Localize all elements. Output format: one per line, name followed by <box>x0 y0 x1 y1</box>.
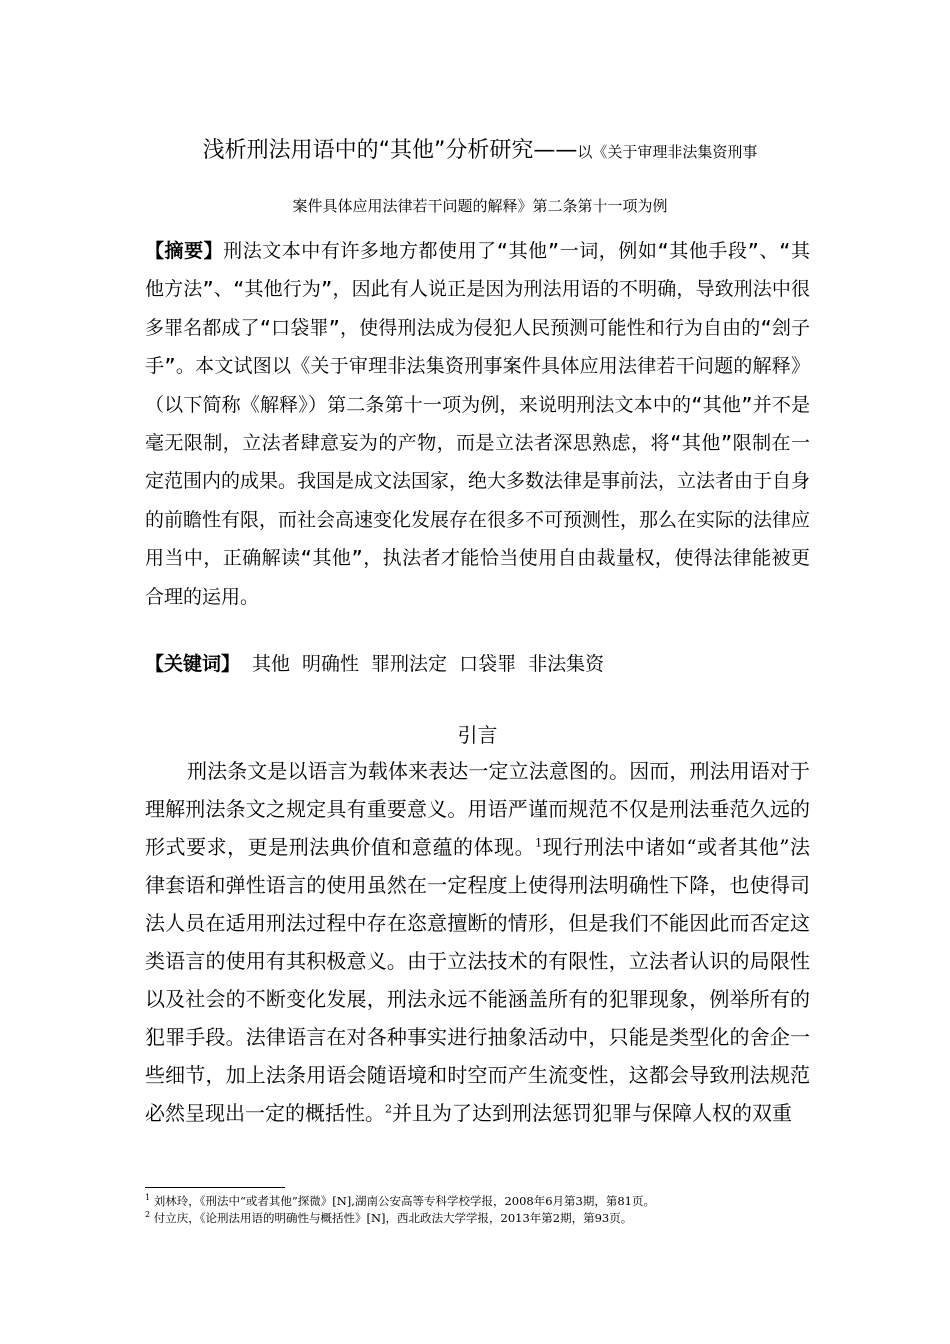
title-subtitle-part2: 案件具体应用法律若干问题的解释》第二条第十一项为例 <box>292 197 668 215</box>
footnote-ref-2[interactable]: 2 <box>385 1102 392 1116</box>
footnote-separator <box>145 1187 285 1188</box>
footnote-text: 付立庆，《论刑法用语的明确性与概括性》[N]，西北政法大学学报，2013年第2期，第93页。 <box>153 1211 633 1225</box>
footnote-number: 2 <box>145 1210 151 1220</box>
keyword-item: 其他 <box>252 653 291 675</box>
footnote-text: 刘林玲，《刑法中“或者其他”探微》[N],湖南公安高等专科学校学报，2008年6月第3期，第81页。 <box>153 1194 655 1208</box>
section-heading-introduction: 引言 <box>457 723 498 747</box>
keyword-item: 明确性 <box>302 653 360 675</box>
keywords <box>145 645 810 683</box>
paragraph-segment: 刑法条文是以语言为载体来表达一定立法意图的。因而，刑法用语对于理解刑法条文之规定具有重要意义。用语严谨而规范不仅是刑法垂范久远的形式要求，更是刑法典价值和意蕴的体现。 <box>145 759 810 859</box>
footnote-2 <box>145 1210 825 1227</box>
footnote-number: 1 <box>145 1193 151 1203</box>
abstract-label: 【摘要】 <box>145 240 224 262</box>
keyword-item: 非法集资 <box>528 653 605 675</box>
paragraph-segment: 现行刑法中诸如“或者其他”法律套语和弹性语言的使用虽然在一定程度上使得刑法明确性下降，也使得司法人员在适用刑法过程中存在恣意擅断的情形，但是我们不能因此而否定这类语言的使用有其积极意义。由于立法技术的有限性，立法者认识的局限性以及社会的不断变化发展，刑法永远不能涵盖所有的犯罪现象，例举所有的犯罪手段。法律语言在对各种事实进行抽象活动中，只能是类型化的舍企一些细节，加上法条用语会随语境和时空而产生流变性，这都会导致刑法规范必然呈现出一定的概括性。 <box>145 835 811 1125</box>
paper-title <box>140 122 820 230</box>
footnotes <box>145 1193 825 1227</box>
keyword-item: 罪刑法定 <box>371 653 448 675</box>
keywords-label: 【关键词】 <box>145 653 241 675</box>
footnote-ref-1[interactable]: 1 <box>535 836 543 850</box>
footnote-1 <box>145 1193 825 1210</box>
keyword-item: 口袋罪 <box>459 653 517 675</box>
abstract-text: 刑法文本中有许多地方都使用了“其他”一词，例如“其他手段”、“其他方法”、“其他行为”，因此有人说正是因为刑法用语的不明确，导致刑法中很多罪名都成了“口袋罪”，使得刑法成为侵犯人民预测可能性和行为自由的“刽子手”。本文试图以《关于审理非法集资刑事案件具体应用法律若干问题的解释》（以下简称《解释》）第二条第十一项为例，来说明刑法文本中的“其他”并不是毫无限制，立法者肆意妄为的产物，而是立法者深思熟虑，将“其他”限制在一定范围内的成果。我国是成文法国家，绝大多数法律是事前法，立法者由于自身的前瞻性有限，而社会高速变化发展存在很多不可预测性，那么在实际的法律应用当中，正确解读“其他”，执法者才能恰当使用自由裁量权，使得法律能被更合理的运用。 <box>145 240 811 608</box>
introduction-paragraph <box>145 752 810 1132</box>
title-subtitle-part1: 以《关于审理非法集资刑事 <box>577 143 758 161</box>
title-main: 浅析刑法用语中的“其他”分析研究—— <box>202 138 578 163</box>
paragraph-segment: 并且为了达到刑法惩罚犯罪与保障人权的双重 <box>392 1101 792 1125</box>
abstract <box>145 232 810 616</box>
